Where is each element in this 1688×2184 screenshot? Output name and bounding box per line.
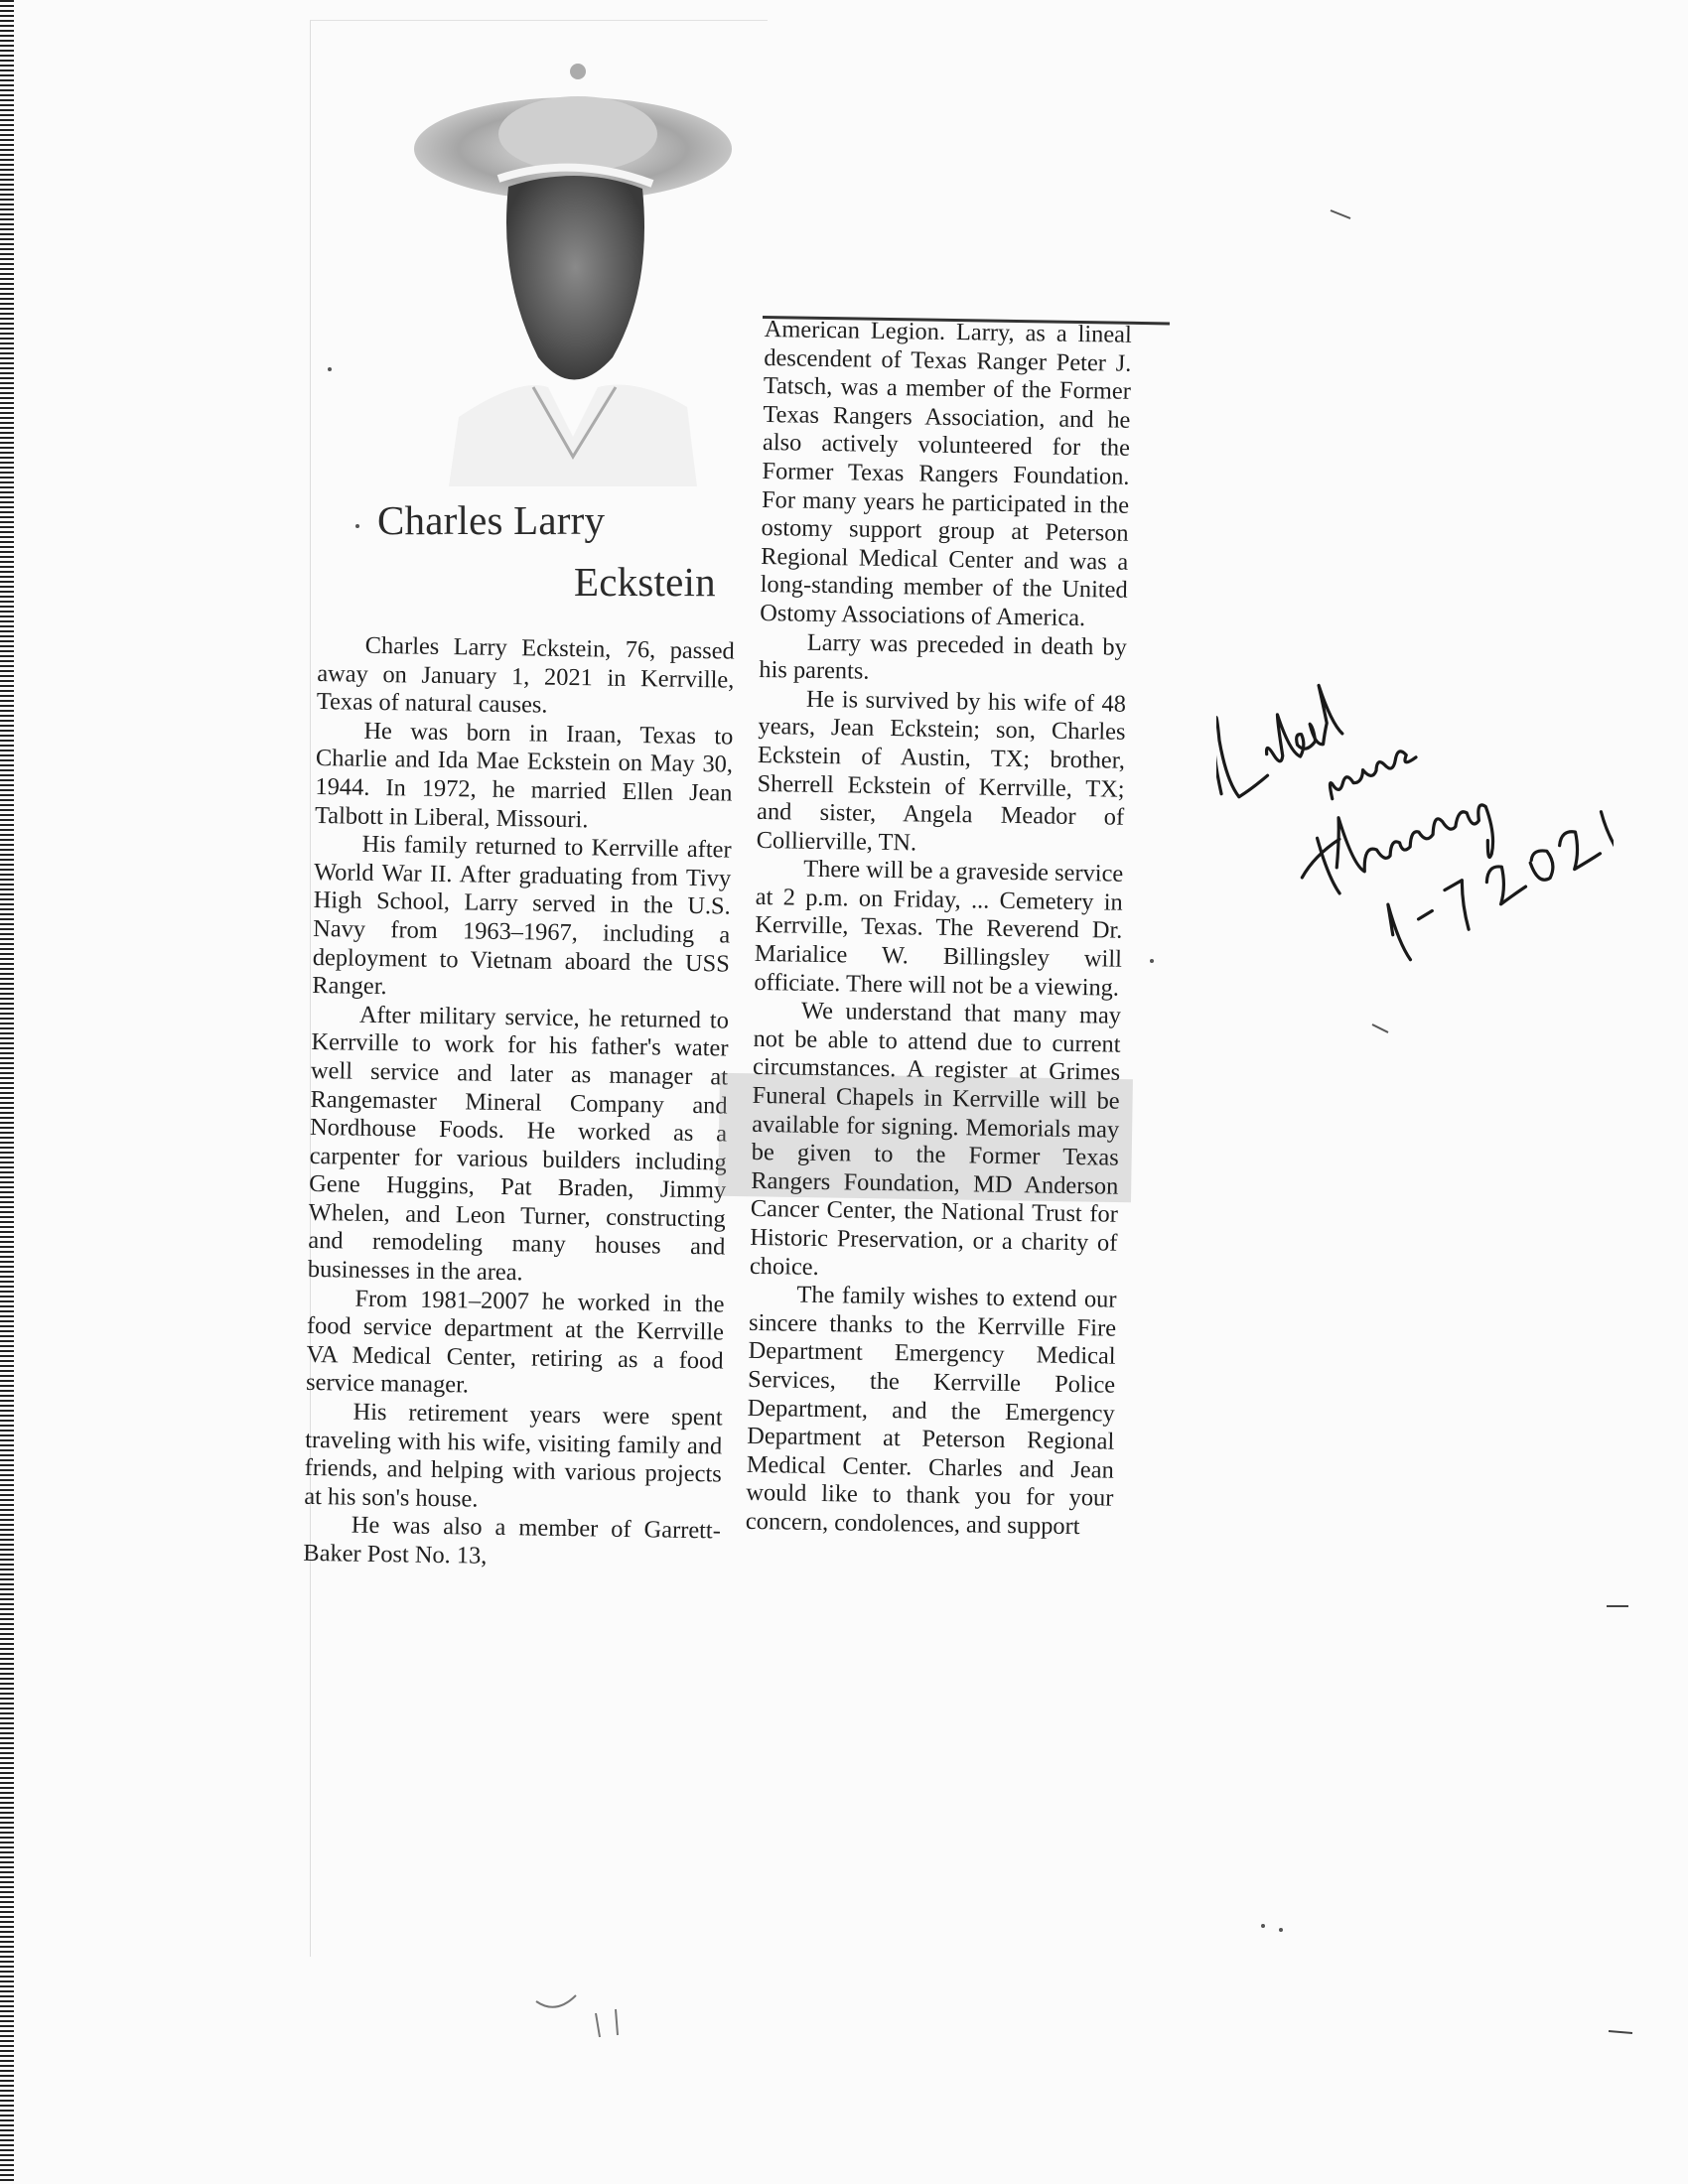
paragraph: There will be a graveside service at 2 p.m. on Friday, ... Cemetery in Kerrville, Texas. The Reverend Dr. Marialice W. Billingsley will officiate. There will not be a viewing. [754, 855, 1124, 1002]
paragraph: The family wishes to extend our sincere thanks to the Kerrville Fire Department Emergency Medical Services, the Kerrville Police Department, and the Emergency Department at Peterson Regional Medical Center. Charles and Jean would like to thank you for your concern, condolences, and support [745, 1281, 1117, 1541]
obituary-name-line-1: Charles Larry [377, 497, 606, 543]
paragraph: His family returned to Kerrville after World War II. After graduating from Tivy High School, Larry served in the U.S. Navy from 1963–1967, including a deployment to Vietnam aboard the USS Ranger. [312, 830, 732, 1001]
scan-edge-strip [0, 0, 14, 2184]
handwriting-signature [1216, 606, 1614, 973]
paragraph: American Legion. Larry, as a lineal descendent of Texas Ranger Peter J. Tatsch, was a member of the Former Texas Rangers Association, and he also actively volunteered for the Former Texas Rangers Foundation. For many years he participated in the ostomy support group at Peterson Regional Medical Center and was a long-standing member of the United Ostomy Associations of America. [760, 316, 1132, 632]
portrait-photo-image [389, 60, 753, 486]
paragraph: He was born in Iraan, Texas to Charlie and Ida Mae Eckstein on May 30, 1944. In 1972, he married Ellen Jean Talbott in Liberal, Missouri. [314, 717, 734, 833]
paragraph: From 1981–2007 he worked in the food service department at the Kerrville VA Medical Center, retiring as a food service manager. [305, 1285, 725, 1399]
paragraph: He is survived by his wife of 48 years, Jean Eckstein; son, Charles Eckstein of Austin, TX; brother, Sherrell Eckstein of Kerrville, TX; and sister, Angela Meador of Collierville, TN. [756, 685, 1127, 857]
paragraph: We understand that many may not be able to attend due to current circumstances. A register at Grimes Funeral Chapels in Kerrville will be available for signing. Memorials may be given to the Former Texas Rangers Foundation, MD Anderson Cancer Center, the National Trust for Historic Preservation, or a charity of choice. [749, 997, 1122, 1281]
obituary-column-1 [303, 631, 735, 1574]
paragraph: After military service, he returned to Kerrville to work for his father's water well service and later as manager at Rangemaster Mineral Company and Nordhouse Foods. He worked as a carpenter for various builders including Gene Huggins, Pat Braden, Jimmy Whelen, and Leon Turner, constructing and remodeling many houses and businesses in the area. [307, 1001, 730, 1287]
paragraph: Larry was preceded in death by his parents. [759, 628, 1128, 685]
paragraph: His retirement years were spent traveling with his wife, visiting family and friends, and helping with various projects at his son's house. [304, 1398, 723, 1513]
obituary-column-2 [746, 316, 1132, 1542]
handwritten-annotation [1216, 606, 1614, 973]
paragraph: Charles Larry Eckstein, 76, passed away on January 1, 2021 in Kerrville, Texas of natural causes. [316, 631, 735, 719]
paragraph: He was also a member of Garrett-Baker Post No. 13, [303, 1512, 722, 1570]
portrait-photo [389, 60, 753, 486]
obituary-name-line-2: Eckstein [574, 559, 716, 605]
